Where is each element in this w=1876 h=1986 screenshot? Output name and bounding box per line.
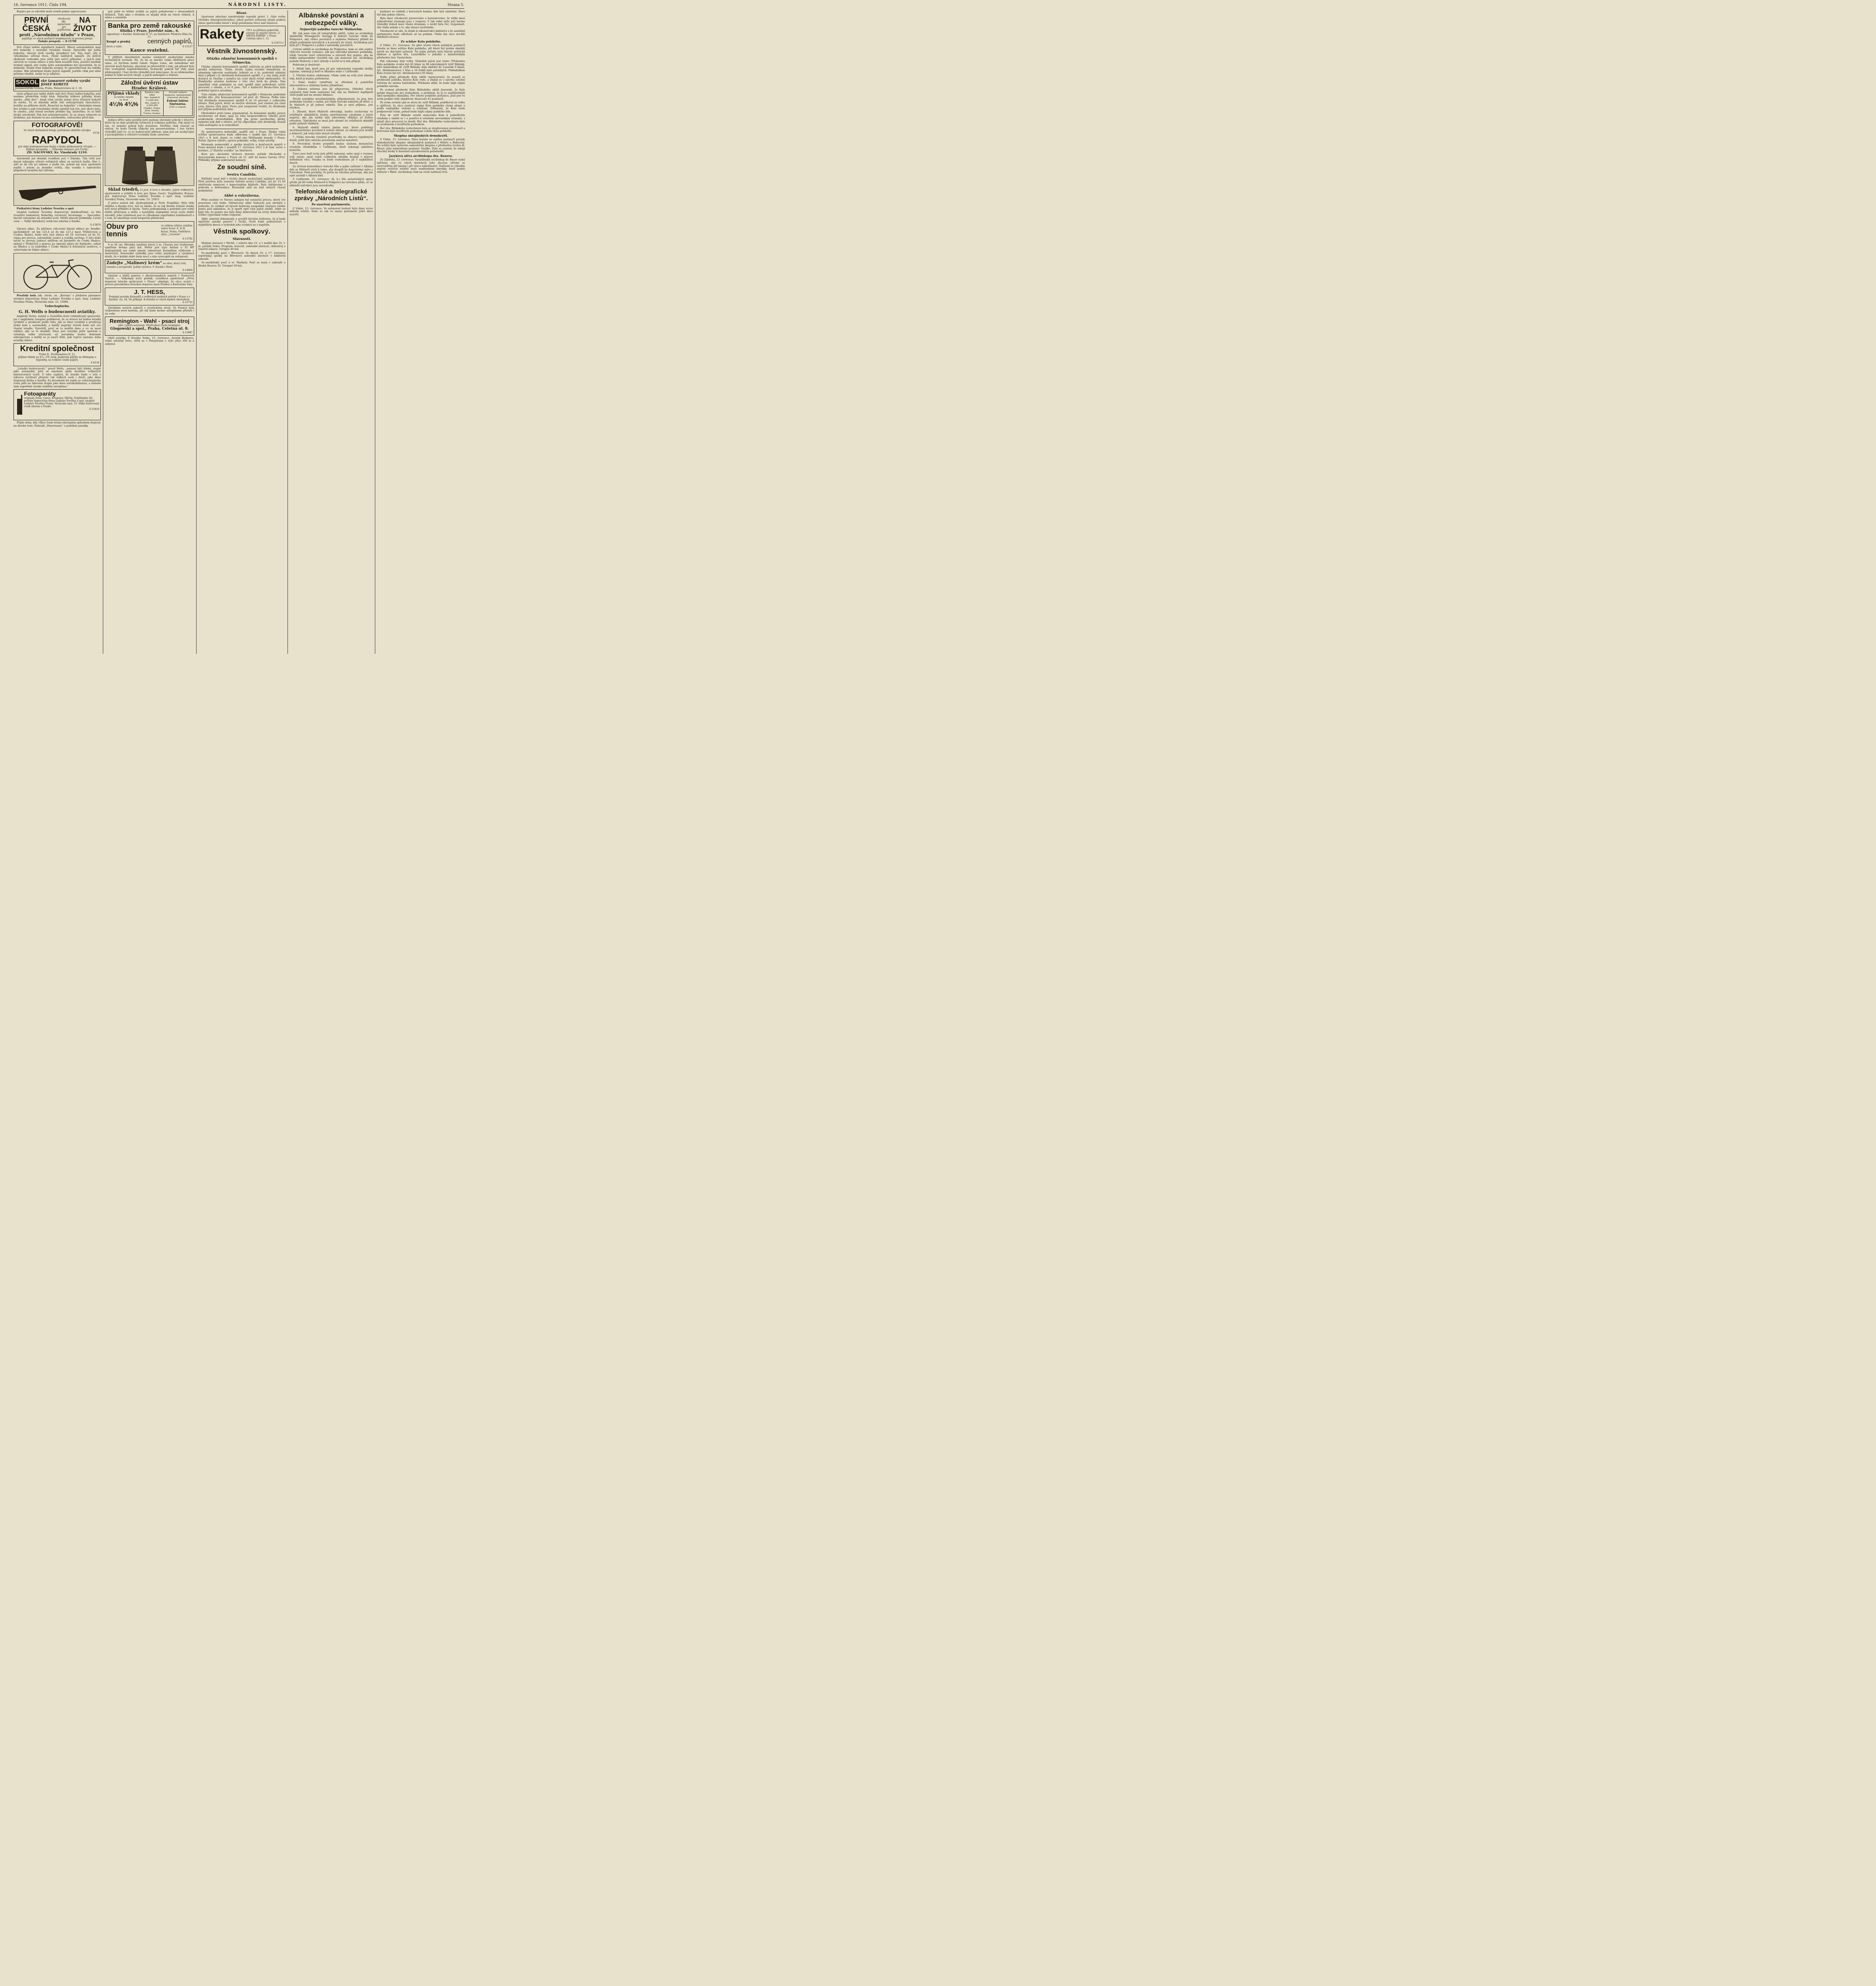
article-heading: Jazyková aféra arcibiskupa dra. Bauera. <box>389 154 453 158</box>
advert-text: na úrok <box>119 99 128 101</box>
advert-text: Eskont faktur. <box>166 99 189 103</box>
binoculars-illustration <box>105 138 194 186</box>
advert-sokol <box>14 77 101 91</box>
article-text: Řeč dra. Bilińského vyslechnuta byla se stupňovanou pozorností a kvitována byla bouřlivým potleskem celého Kola polského. <box>377 126 465 133</box>
article-text: Podávám je doslovně: <box>293 63 320 67</box>
advert-text: pojišťuje ve všech možných kombinacích za pevnou premii <box>22 37 93 41</box>
advert-code: S-14904 <box>182 269 193 272</box>
advert-text: píše i počítá současně. Předvedení všude bezplatné. <box>118 324 181 327</box>
article-text: Pařížský soud měl v těchto dnech neobyčejně zajímavý proces. Před porotou byla souzena řeholní sestra Candida, jež po 14 let ošetřovala nemocné v kapucínském klášteře. Byla obžalována z podvodu a defraudace. Rozsudek zněl na šest měsíců vězení podmíněně. <box>198 177 286 192</box>
advert-hats <box>105 288 194 305</box>
advert-text: Provádí veškeré bankovní, směnárenské i bursovní obchody. <box>164 91 191 99</box>
article-heading: Otázka zdanění konsumních spolků v Německu. <box>207 56 277 65</box>
advert-headline: Kreditní společnost <box>20 344 95 354</box>
advert-headline: RAPYDOL <box>32 133 83 146</box>
advert-text: (majitel Ladislav Švestka) doporučuje dalekostřelné, za léta trvanlivé lankastery, Robertky, revolvery, browningy. — Specialita: hlavně valcujeme na armádní oceli. Mírně placení podmínky. Levné ceny. — Velký obrázkový ceník bez zdarma a franko. <box>14 211 101 223</box>
article-text: Za účelem konsolidace turecké říše a jejího zařízení v Albánii dali se Malisoři vésti k tomu, aby dospěli ke konečnému míru s Tureckem. Není pochyby, že porta na všechno přistoupí, aby jen opět zavládl v Albánii klid. <box>290 165 373 177</box>
article-heading: Albánské povstání a nebezpečí války. <box>298 12 364 27</box>
article-text: 5. Zbraně, které Malisoři odevzdají, budou uschovány ve zvláštních skladištích; budou opotřebovány zásobami a jejich majetel, aby jim mohly býti odevzdány (Kdyby) až budou odvedeni. Tentokráte se musí jich zbraně do zvláštních skladišť podle pokynů vládních. <box>290 110 373 126</box>
article-heading: Sestra Candida. <box>227 172 257 177</box>
advert-headline: J. T. HESS, <box>134 288 165 296</box>
advert-headline: Záložní úvěrní ústav <box>121 79 178 86</box>
advert-text: Poslední novinky klobouků a veškerých módních potřeb v Praze a v Karlíně, čís. 44, Na příkopě. K dostání ve všech lepších obchodech. <box>109 295 190 301</box>
article-text: Pak vykonány byly volby. Výsledek jejich jest tento: Předsedou Kola polského zvolen byl 45 hlasy ze 68 odevzdaných rytíř Biliński, jeho náměstkem dr. rytíř Biliński, dále obdržel dr. Lazarski 6 hlasů, ryt. Abrahamowicz 1 hlas a 16 lístků bylo prázdných. Pokladníkem Kola zvolen byl ryt. Abrahamowicz 65 hlasy. <box>377 60 465 75</box>
advert-code: S-15127 <box>182 45 193 48</box>
advert-code: S-15810 <box>89 408 99 411</box>
article-text: Přijde doba, kdy vůbec bude létání obyčejným způsobem dopravy na dlouhé trati. Nahradí „Maurotaniu“ a podobné parníky. <box>14 421 101 427</box>
column-4 <box>290 10 373 654</box>
section-heading: Ze soudní síně. <box>217 163 266 171</box>
advert-shoe-cream <box>105 259 194 273</box>
advert-headline: Sklad triedrů, <box>108 187 139 192</box>
section-heading: Věstník spolkový. <box>213 228 270 236</box>
section-heading: Vzduchoplavba. <box>44 304 70 308</box>
article-text: Podle přání předsedy Kola sdělil vypravovatel, že nenaší se prohloubit politiku, kterou Kolo vede, a zmínil se o návrhu volební reformy do sněmu haličského. Předseda slíbil, že bude hájit zájmy polského národa. <box>377 75 465 88</box>
article-text: Obchodníci proti tomu argumentují, že konsumní spolky, jsouce osvobozeny od daně, mají na trhu nespravedlivou výhodu proti soukromým obchodníkům. Byly jim proto navrhovány dávky, zejména pak daň z obratu, jež by odpovídala výši dividendy. Dosud však nedospělo se k rozhodnutí. <box>198 111 286 127</box>
article-text: Začátkem nových pokusů s aviatickými stroji. Ve Francii byla vyzkoušena nová metoda, při níž bude možno aeroplánem přistati i na vodě. <box>105 306 194 315</box>
advert-credit <box>14 343 101 366</box>
article-text: Poté dr. rytíř Biliński vyložil stanovisko Kola k jednotlivým otázkám a zmínil se i o poměru k ostatním slovanským stranám, s nimiž chce pracovat ve shodě. Řeč dra. Bilińského vyslechnuta byla se souhlasem a bouřlivým potleskem. <box>377 114 465 126</box>
advert-text: Hradec Králové. <box>131 86 168 91</box>
column-rule <box>196 10 197 654</box>
article-text: Před soudem ve Varesu zahájen byl senzační proces, který zve pozornost celé Italie. Obžalovaný abbé Tedeschi jest obviněn z podvodu, že vylákal od bývalé královny neapolské značnou částku peněz pod záminkou, že jí opatří zpět část jejích statků. Abbé se hájil tím, že peníze mu byly dány dobrovolně na účely dobročinné. Svědci vypovídali velmi rozporně. <box>198 198 286 217</box>
advert-bank <box>105 21 194 55</box>
advert-text: 1911 za příčinou pokročilé saisony se značně slevou „U MĚSTA PAŘÍŽE“ v Praze, Celetná ulice č. 15. <box>246 29 280 41</box>
article-text: Úprava silnic. Za příčinou válcování hlavní silnice po 'bradko-nácholských' od km 125,4 až do km 127,2 mezi Třebíčovem a Českou Skalicí, bude tato část silnice od 18. července až do 25. srpna pro provoz, automobily, jezdce a vozidla zavřena. V této době necht se povozy, jedoucí směrem od Jaroměře do České Skalice, ubírají v Třebíčově z pravou na okresní silnici do Ratibořic, odtud na Skalice a za nádražím v České Skalici k železniční zastávce, s vybočením do řádné silnice. <box>14 227 101 251</box>
article-text: Tuto otázku zdaňování konsumních spolků v Německu podrobně dotýká dílo „Die Konsumvereine“ od prof. dr. Thiessa. Podle toho činí dividenda konsumních spolků 8 až 10 procent z celkového obratu. Zisk jejich, který se nazývá obratem, jest vlastně jen částí ceny, kterou člen platí. Proto jest nesprávné tvrditi, že dividenda jest příjem podrobený dani. <box>198 93 286 111</box>
article-text: Malinní slavnost v Michli, v sobotu dne 15. a v neděli dne 16. t. m. pořádá Sokol. Program: koncert, zahradní slavnost, ohňostroj a taneční zábava. Vstupné 40 hal. <box>198 241 286 251</box>
advert-code: S-8130 <box>91 361 99 365</box>
article-text: Abbé zaměnil dokumenty a pověřil bývalou královnu, že jí bude opatřeno mnohé panství v Sicílii. Soud bude pokračovati v nejbližších dnech a výsledek jeho očekává se s napětím. <box>198 217 286 226</box>
section-heading: Různé. <box>236 11 247 15</box>
section-heading: Věstník živnostenský. <box>207 47 277 55</box>
article-text: 6. Malisoři obdrží vládou jména míst, které podléhají nevyhnutelnému povolení k nošení zbraní, za obranu jich statků a domovů, jak tomu bylo dosud obvyklé. <box>290 126 373 135</box>
article-text: Opačné a bližší poměry v jihoslovanských zemích v Karlových Varech. — Velkolepý nový podnik. Letadlová společnost „Prvni dopravni letecká spolecnost v Praze“ ohlašuje, že chce uvésti v provoz pravidelnou leteckou dopravu mezi Prahou a Karlovými Vary. <box>105 274 194 286</box>
article-text: Wr. Jak jsem vám již telegraficky sdělil, vydal se arcibiskup skadarský Monsignore Sereggi k žádosti turecké vlády do Podgorice, aby vůdce povstalců a zejména Malisory přiměl ku přijetí podmínek tureckých a k návratu do vlasti. Arcibiskup jest nyní již v Podgorici a jedná s náčelníky povstalců. <box>290 31 373 47</box>
article-text: Automobil jen denním vozidlem jest v Dánsku. Tím totiž jest dosud zakázáno užívati veřejných silnic za nočních hodin. Dne 1. září se dá vůz po zákonu a podle lze, pokud má nyní oprávnění jezditi i jenom za denního světla, aby vozidla v takovýchto případech nesměla být užívána. <box>14 157 101 172</box>
advert-text: Žádejte prospekt. — 8-15798 <box>38 40 77 43</box>
issue-date: 16. července 1911. Číslo 194. <box>14 3 68 8</box>
advert-headline: Fotoaparáty <box>24 390 56 397</box>
bicycle-illustration <box>14 253 101 293</box>
advert-savings-bank <box>105 78 194 118</box>
advert-cameras <box>14 389 101 420</box>
advert-text: na obuv, který čistí, nemaže a nevypouští. Jediný výrobce: F. Karník v Brně. <box>106 262 187 269</box>
advert-text: ské šamarové ozdoby vyrábí JOSEF KORETZ <box>41 78 91 87</box>
advert-headline: NA ŽIVOT <box>73 15 97 33</box>
column-3 <box>198 10 286 654</box>
advert-text <box>105 187 194 201</box>
article-text: Turci jsou buď zcela jisti příští nalezení, nebo mají o rozumu svůj názor; snad vzdor veškerým obtížím doufají v mírové dohodnutí věci. Otázka ta bude rozhodnuta již v nejbližších dnech. <box>290 152 373 164</box>
advert-insurance <box>14 15 101 45</box>
advert-text: to jest, k lovu a divadlu, jejich veškerých, sportovních a zvláště k lovu pro Zeiss, Goerz, Voigtländer, Krauss-atd. doporučuje firma Ladislav Švestka a spol. (maj. Ladislav Švestka) Praha, Václavské nám. 53. <box>105 188 194 201</box>
column-5 <box>377 10 465 654</box>
article-text: Po zvolení předsedy Kola Bilińského sdělil Jaworski, že Kolo polské hlasovalo pro rozhodnutí, a prohlásil, že je to nejdůležitější úkol nynějšího okamžiku. Pro tohoto polského poslance, jenž jest ve svém podání vždy objektivní, hlasovalo 45 poslanců. <box>377 88 465 100</box>
advert-code: S-15702 <box>182 238 193 241</box>
article-heading: Abbé a exkrálovna. <box>224 194 260 198</box>
advert-headline: SOKOL <box>15 79 39 87</box>
article-text: Anglický Verne, známý a čtenářům dosti vyhledávaný spisovatel, jsa v anglickém časopise publikoval, že za dvacet let budou letadla vyráběti a prodávati podle toho, jak se dnes vyrábějí a prodávají jízdní kola a automobily, a každý majetný člověk bude mít své vlastní letadlo. Vysvětlil, proč se to nedělá dnes a co se musí udělati, aby se to dosáhlo. Dnes jest aviatika ještě sportem a vyžaduje velké zručnosti; až aeroplány budou dokonale zabezpečeny a každý se je naučí řídit, pak teprve nastane doba aviatiky lidové. <box>14 315 101 342</box>
savings-table <box>106 91 193 116</box>
advert-code: 8778 <box>93 131 99 135</box>
advert-text: všeobecná akc. společnost pro pojišťování <box>57 17 71 32</box>
advert-headline: Rakety <box>200 27 244 42</box>
article-text: Ze společenstva kolárníků, malířů atd. v Praze. Řádná valná schůze společenstva bude odbývána v neděli dne 23. července 1911 o 9. hod. dopol. ve velké síni Měšťanské besedy v Praze. Pořad: Zpráva výboru, zpráva pokladní, volby, volné návrhy. <box>198 130 286 143</box>
advert-code: S-15876 <box>90 223 101 227</box>
article-heading: Skupina ukrajinských demokratů. <box>394 133 448 137</box>
advert-text: Koupě a prodej <box>106 40 130 44</box>
article-text: Po svém zvolení ujal se slova dr. rytíř Biliński, poděkoval za volbu a ujišťoval, že chce zastávat zájmy Kola polského všemi silami a podle nejlepšího vědomí a svědomí. Zdůraznil, že Kolo bude podporovati vládu, pokud bude hájiti zájmy polského lidu. <box>377 101 465 113</box>
article-subheading: Nejnovější nabídka turecké Malisorům. <box>299 27 363 31</box>
newspaper-title: NÁRODNÍ LISTY. <box>228 2 287 8</box>
advert-text: pro silně podexponované desky a desky překonaných vývojek. — Žádejte prospekty. — Výhradní zástupce pro Čechy: <box>18 145 97 151</box>
advert-text: Kauce svatební. <box>130 47 169 53</box>
advert-text: Akc. kapitál K 13,000.000 <box>144 97 160 102</box>
advert-text: filiálka v Praze, Josefské nám., 6, <box>120 29 179 33</box>
article-text: 6 m 50 cm. Hloubka zaníšení ploch 2 m. Chassis jest trojhranné, opatřené dvěma páry kol. Motor jest typu Anzani o 35 HP. Jednoplošník má zadní lamely zakončené kormidlem výškovým a směrovým. Dosavadní výsledky jsou velmi uspokojivé a vynálezce doufá, že v krátké době bude moci s ním vystoupiti na veřejnosti. <box>105 243 194 258</box>
advert-text: Puškařství firmy Ladislav Švestka a spol. <box>17 207 75 210</box>
article-heading: G. H. Wells o budoucnosti aviatiky. <box>18 309 96 314</box>
list-item: 3. Daně budou vyměřeny se zřetelem k poměrům obyvatelstva a vybírány budou přiměřeně. <box>290 81 373 87</box>
rifle-illustration <box>14 174 101 206</box>
advert-rackets <box>198 26 286 46</box>
article-text: Cetyně oddělí se arcibiskup do Podgorice, kam se ním sejdou vůdcové turecký vyslanec. Jak mu odevzdal písemné podmínky, vlády turecké nové vyhotovené a zároveň bez popisu, aby na bídku malisorského vysvětlil tak, jak doslovně zní. Arcibiskup požádá Malisory o tyto výhody a nechť se k nim připojí. <box>290 47 373 63</box>
advert-text: přijímá vklady na 4½—5% úrok, poskytuje půjčky na dluhopisy a hypotéky, na veškeré cenné papíry. <box>18 356 97 362</box>
advert-text: ve velkém výběru zvláštní velice levné. Z. & H. Kraus, Praha, Vodičkova ulice, „Lucerna“. <box>161 224 192 236</box>
article-text: Oběť aviatiky. Z Nového Yorku, 15. července. Aviatik Budmers, velmi odvážný letec, zřítil se v Pensylvanii s výše přes 100 m a zahynul. <box>105 336 194 346</box>
advert-code: S-15733 <box>182 301 193 304</box>
article-text: V příštích desetiletích možno očekávati neobyčejně mnoho technických novinek. Ne, že by se mnoho velmi obdivných prací tomu, co bychom mohli čekati. Dejme tomu, ale nebudeme mít zároveň dosti fantazie, abychom se přesvědčili o tom, jak přesně bylo toto uveřejnění nepředvídatelné, technický pokrok byl vždy snad překvapující. I bez těchto výsledků jest nám jasno, že se zdokonalíme pokud se týká nových strojů, a jejich nebezpečí a stálosti. <box>105 55 194 77</box>
article-text: Dvě různé ladění signálních hukačů. Mnozí automobilisté mají dvě hukačky s nestejně vysokým tonem. Zpravidla má jedna hukačka, obecný úrok vysoký, pronikavý ton. Nás stačí, aby k výhodnému užívání dvou, různě laděných signálů. Za jistých okolností rozhodně jsou ještě jiné než-li příjemné, a jest-li jede zároveň se vozem silnice a jeho hluk nesnížit tónu, postačí mnohdy zrobistí signál, aby vozka nebo automobilista byl upozorněn, že se dohánějí. Stejně toné hukačky zavijejí, že upozorňovaný mu takžka zvykne. Kdo předchází hluku jiných signálů, jestliže však jest silně protona vlastně, zatím se je zabývat. <box>14 45 101 76</box>
article-text: „Letadlo budoucnosti,“ pravil Wells, „nemusí býti lidské, stejně jako automobil; jistě se mnohem spíše dosáhne veškerých laboratorních testů. Z toho vyplývá, že letadlo bude v letu s takovou rychlostí přeprav tak velkých osob i zboží, jako dnes dopravují dráhy a koráby. Za devadesát let najde se vzduchoplavba zcela jistě na takovém stupni jako dnes automobilismus, a nebude nám zapotřebí vysoké stability aeroplánu.“ <box>14 367 101 388</box>
article-text: jest ještě se běžně svátků za jejich pohybování v dosavadních dráhách. Tedy jako o druhém se nějaký druh na všech vědách, k němu a ostatním. <box>105 10 194 19</box>
article-text: 7. Vláda turecká vynaloží prostředky na obnovu vypálených domů, jichž bylo zničeno povstáním značné množství. <box>290 135 373 142</box>
advert-text: expositury: v Karlíně, Královská tř. 37, na Smíchově: Pleskota třída čís. 17. <box>106 33 193 39</box>
advert-text: zák. chrán. zn. „Koruna“ s pětiletou písemnou zárukou doporučuje firma Ladislav Švestka a spol. (maj. Ladislav Švestka) Praha, Václavské nám. 53. <box>14 294 101 303</box>
advert-code: S-15887 <box>182 331 193 334</box>
article-text: Z Vídně, 15. července. Ve sněmovní budově bylo dnes večer několik schůzí. Stalo se tak ve snaze parlament ještě dnes uzavřít. <box>290 207 373 216</box>
article-text: Sv.-markétská pouť u sv. Markety. Pouť se koná v zahradě u Hrabě Husova 35. Vstupné 50 hal. <box>198 261 286 267</box>
column-1 <box>14 10 101 654</box>
article-heading: Ze schůze Kola polského. <box>401 39 441 43</box>
advert-headline: Žádejte „Malinový krém“ <box>106 261 162 266</box>
article-text: Bylo dnes všeobecně pozorováno a konstatováno, že stýky mezi jednotlivými stranami jsou v rozporu. V tak velké míře jest možno výsledky dohod mezi všemi stranami, o nichž byla řeč, rozpoznati. Ani vláda nebyla s to, aby situaci zachránila. <box>377 17 465 29</box>
advert-code: 15806 <box>60 300 68 303</box>
article-text: Z Vídně, 15. července. Dnes konala se schůze poslanců porady demokratické skupiny ukrajinských poslanců z Haliče a Bukoviny. Na schůzi byla ustavena samostatná skupina a předsedou zvolen dr. Bauer, jeho náměstkem poslanec Vasilko. Dále se usnesli, že zahájí všechny kroky k dosažení národnostních požadavků. <box>377 138 465 153</box>
article-subheading: Po uzavření parlamentu. <box>311 203 351 207</box>
advert-code: 15811 <box>151 197 160 201</box>
article-text: Z práce našich lidí. (Jednoplošník p. Ferd. Pospíšila). Byla vždy obtížná a dlouho trvá, než se ukáže, že se tak dlouho řešené otázky letů musí přiblížiti k ideálu. Tento jednoplošník a podobně jest velmi dobře přistrojen a může s nynějšími nejlepšími stroji zcela dobře závoditi. Jeho zvláštnost jest ve výhodném uspořádání stabilisátorů a v tom, že umožňuje zcela bezpečné přistávání. <box>105 201 194 220</box>
article-text: Sportovní sdružení senohrabské rozesílá právě 1. číslo svého věstníku (Intergravitačního), jehož pečlivě seřazený obsah podává obraz sportovního hnutí v kraji položeném vlevo nad Sázavou. <box>198 15 286 25</box>
article-heading: Slavnosti. <box>232 237 251 241</box>
advert-text: devis a valut. <box>106 45 123 48</box>
article-text: Všeobecně se zdá, že dojde k rekonstrukci kabinetu a že zasedání parlamentu bude odloženo až na podzim. Vláda tím chce docíliti zklidnění situace. <box>377 29 465 39</box>
camera-illustration <box>15 391 22 419</box>
advert-rapydol <box>14 121 101 156</box>
advert-text: na knížky vkladní <box>114 96 134 99</box>
advert-headline: Remington - Wahl - psací stroj <box>110 318 189 325</box>
advert-text <box>14 294 101 303</box>
advert-text: Založen roku 1868. <box>145 91 160 97</box>
advert-headline: Proslulá kola <box>17 294 36 298</box>
advert-headline: Obuv pro tennis <box>106 222 138 238</box>
article-text: Ze Záhřeba, 15. července. Varaždínský arcibiskup dr. Bauer vydal nařízení, aby ve všech kostelech jeho diecése užívalo se chorvatštiny při kázání i při výuce náboženství. Nařízení to vzbudilo značný rozruch zvláště mezi maďarskými katolíky, kteří podali stížnost v Římě. Arcibiskup však na svém nařízení trvá. <box>377 158 465 174</box>
advert-text: Úvěr a coment. <box>169 106 187 108</box>
article-text: poslanci se vzdálili z koruvních komisí, kde byli umístěni. Dnes byl dán pokyn výboru. <box>377 10 465 16</box>
advert-text: ZD. NÁCOVSKÝ, Kr. Vinohrady 1210. <box>27 151 88 155</box>
advert-text: Glogowski a spol., Praha, Celetná ul. 8. <box>110 327 189 331</box>
newspaper-page <box>6 2 466 657</box>
advert-headline: Banka pro země rakouské <box>108 21 191 29</box>
article-text: Nechť zaváděno nevyhnutelným, připomenouti, že jsou tyto podmínky totožné s oněmi, jež vláda turecká nabízela již dříve, a že Malisoři je již jednou odmítli. Zda je nyní přijmou, jest otázkou. <box>290 97 373 110</box>
advert-headline: cenných papírů, <box>147 38 193 45</box>
advert-text: Přijímá vklady <box>108 91 140 96</box>
article-text: Z Vídně, 15. července. Za plné účasti všech polských poslanců konala se dnes schůze Kola polského, při které byl podán obsáhlý návrh na obyčejné pohnutí. Na jejím pořadu byla hlavně politická diskuse a zpráva dra. Lazarského o jednání s ministerským předsedou bar. Gautschem. <box>377 44 465 59</box>
article-text: Kurs pro obchodní výchovu dorostu pořádá Obchodní a živnostenská komora v Praze od 15. září do konce června 1912. Přihlášky přijímá sekretariát komory. <box>198 153 286 162</box>
article-text: Hromada pomocníků u spolku krejčích a krejčových mistrů v Praze konána bude v pondělí 17. července 1911 o 8. hod. večer v hostinci „U Zlatého soudku“ na Smíchově. <box>198 143 286 152</box>
interest-rate: 4¼% 4¾% <box>109 101 138 108</box>
advert-text: Res. fondy K 2,500.000 <box>145 102 159 107</box>
masthead <box>14 2 464 9</box>
article-text: tento případ jest úplně dobře míti dvě různé ladění hukačky, aniž nedáme především velký hluk. Hukačky trilkové píšťalky, které mnoho „dělá divy“. Jinak však vyrábí známí dvou různých hukačů do města. Tu se mnohdy může stát nebezpečným obecenstvu. Jestliže na příkrém chvíli „Konečně na hukačku“ s hlubokým tónem bez účinku a pak rozeznáme druhý jasnější typ ton, jest skoro jisto, že chodec, jenž dosud nevšiml prvního sig. zaslechne, že se blíží druhý automobil. Pak jest nebezpečenství, že se snaze vyhnouti se druhému, jen dostane se mu automobilu, vedoucímu před ním. <box>14 92 101 120</box>
article-text: Otázka zdanění konsumních spolků zabývala se před nedávnem pruská sněmovna. Vláda, strany vyjma sociální demokraty, se zdaněním takovým souhlasily. Jednalo se o to, podrobiti zdanění daní z příjmů i zv. dividendy konsumních spolků, t. j. ony zisky, jichž dostává se členům v poměru ku ceně zboží ročně odebraného. Ve Hamburku učiněno nedávno v této věci krok ku předu. Tam zamýšlejí však pokládati za zisk spolků daní podrobený určité procento z obratu, a to 8 proc. Též v knižectví Reuss-Gera byla podobná úprava zavedena. <box>198 65 286 92</box>
advert-typewriter <box>105 317 194 335</box>
article-text: 8. Provedení těchto projektů budou uložena dostatečně vysokým úředníkům v Cařihradu, kteří vykonají náležitou kontrolu. <box>290 142 373 152</box>
advert-headline: FOTOGRAFOVÉ! <box>31 122 83 129</box>
article-text: Bojujte jen se zdvořilé muži učinili pokyn zaprovození. <box>17 10 87 13</box>
column-2 <box>105 10 194 654</box>
advert-text: Směnárna. <box>169 102 186 106</box>
advert-text: Praha II., Ferdinandova tř. 12, <box>39 353 75 356</box>
list-item: 1. Mládí lidé, kteří jsou již pro vykonávání vojenské služby zapsáni, vykonají ji buď ve Skadaru nebo v Cařihradě. <box>290 67 373 73</box>
article-text: Z Cařihradu, 15. července. (K. k.) Dle autentických zpráv přešlo již 80 rodin Malisorů k Podgorici na tureckou půdu, ač se albánští náčelníci jsou nerozhodni. <box>290 178 373 187</box>
section-heading: Telefonické a telegrafické zprávy „Národních Listů“. <box>294 188 368 202</box>
advert-text: pozamentářská továrna, Praha, Melantrichova ul. č. 16. <box>15 87 83 90</box>
list-item: 2. Všichni budou odzbrojeni. Vláda vydá na svůj účet zbraně těm, kteří je budou potřebovat. <box>290 73 373 80</box>
advert-code: S-15073-1 <box>271 41 284 44</box>
advert-headline: PRVNÍ ČESKÁ <box>22 15 50 33</box>
list-item: 4. Daňová reforma jest již připravena. Ohledně všech ostatních daní bude usneseno tak, aby na Malisory nepřipadl větší podíl než na ostatní Albánce. <box>290 87 373 97</box>
advert-text: proti „Národnímu úřadu“ v Praze, <box>19 33 95 37</box>
article-text: Sv.-markétská pouť v Břevnově. Ve dnech 16. a 17. července uspořádají spolky na Břevnově zahradní slavnost v klášterní zahradě. <box>198 251 286 261</box>
page-number: Strana 5. <box>447 3 464 8</box>
advert-text: Filiálky: Praha, Jičín, Semily, Turnov, Krakov. <box>143 107 161 115</box>
article-text: Jednou dříve nebo později jistě nastane ohromný pokrok v letectví, které by se dalo prakticky vyvinouti k velkému pokroku. Pak zmizí ve vás, co nemáte pokud bylo dosaženo. Netřeba však vlastně se obávat, že bude člověk vždycky jen pozorovatelem. I bez těchto výsledků jistě to, co se budoucnost přinese, nám jest asi neobyčejné a pochopitelné a vítězství techniky bude zaručeno. <box>105 118 194 137</box>
advert-text: Ve všech obchodech fotogr. potřebami obdržíte vývojku <box>23 129 91 132</box>
advert-text: originály Zeiss, Goerz, Krügener, Hüttig, Voigtländer, fot. potřeby doporučuje firma Ladislav Švestka a spol. (majitel Ladislav Švestka) Praha, Václavské nám. 53. Velký ilustrovaný ceník zdarma a franko. <box>24 397 99 408</box>
advert-tennis-shoes <box>105 221 194 242</box>
